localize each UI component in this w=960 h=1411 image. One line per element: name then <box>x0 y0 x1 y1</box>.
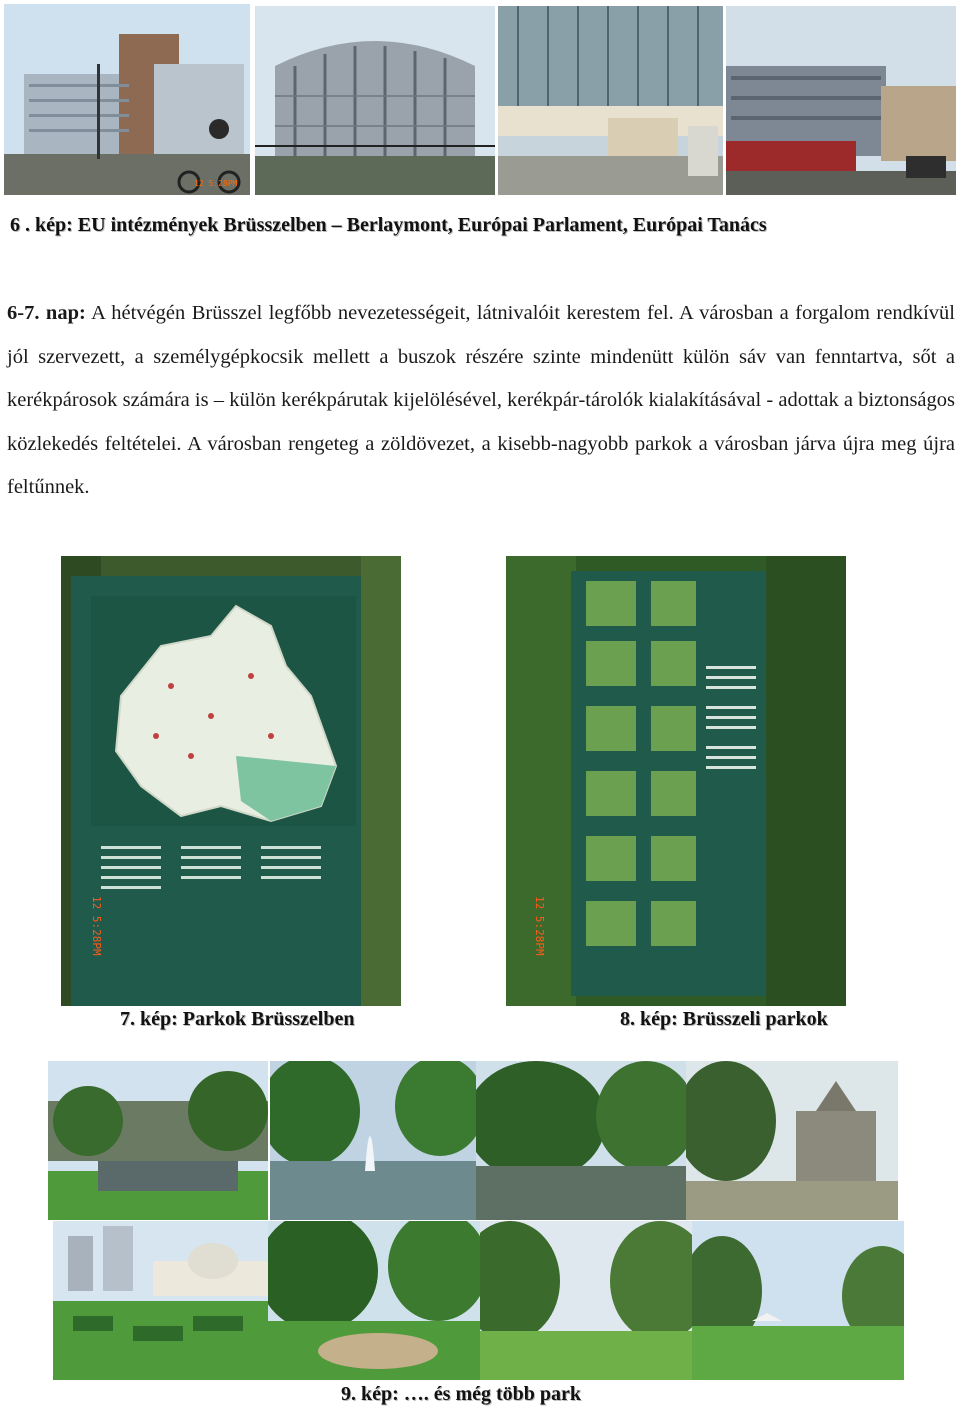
svg-text:12 5:28PM: 12 5:28PM <box>90 896 103 956</box>
photo-park-lake <box>476 1061 686 1220</box>
photo-date-stamp: 12 5:28PM <box>194 179 238 188</box>
photo-park-pond <box>48 1061 268 1220</box>
figure-7-caption: 7. kép: Parkok Brüsszelben <box>120 1008 355 1030</box>
photo-park-lawn <box>692 1221 904 1380</box>
svg-text:12 5:28PM: 12 5:28PM <box>533 896 546 956</box>
photo-botanical-garden <box>53 1221 268 1380</box>
photo-berlaymont <box>4 4 250 195</box>
photo-european-parliament <box>255 6 495 195</box>
paragraph-lead: 6-7. nap: <box>7 302 86 324</box>
body-paragraph <box>7 292 955 510</box>
figure-6-caption: 6 . kép: EU intézmények Brüsszelben – Berlaymont, Európai Parlament, Európai Tanács <box>10 214 767 236</box>
photo-park-map-sign <box>61 556 401 1006</box>
paragraph-text: A hétvégén Brüsszel legfőbb nevezetességeit, látnivalóit kerestem fel. A városban a forgalom rendkívül jól szervezett, a személygépkocsik mellett a buszok részére szinte mindenütt külön sáv van fenntartva, sőt a kerékpárosok számára is – külön kerékpárutak kijelölésével, kerékpár-tárolók kialakításával - adottak a biztonságos közlekedés feltételei. A városban rengeteg a zöldövezet, a kisebb-nagyobb parkok a városban járva újra meg újra feltűnnek. <box>7 302 955 498</box>
photo-park-flowerbeds <box>268 1221 480 1380</box>
photo-european-council-1 <box>498 6 723 195</box>
figure-9-caption: 9. kép: …. és még több park <box>341 1383 582 1405</box>
photo-park-fountain <box>270 1061 476 1220</box>
photo-park-info-sign <box>506 556 846 1006</box>
photo-european-council-2 <box>726 6 956 195</box>
photo-park-avenue <box>480 1221 692 1380</box>
photo-park-castle <box>686 1061 898 1220</box>
figure-8-caption: 8. kép: Brüsszeli parkok <box>620 1008 828 1030</box>
